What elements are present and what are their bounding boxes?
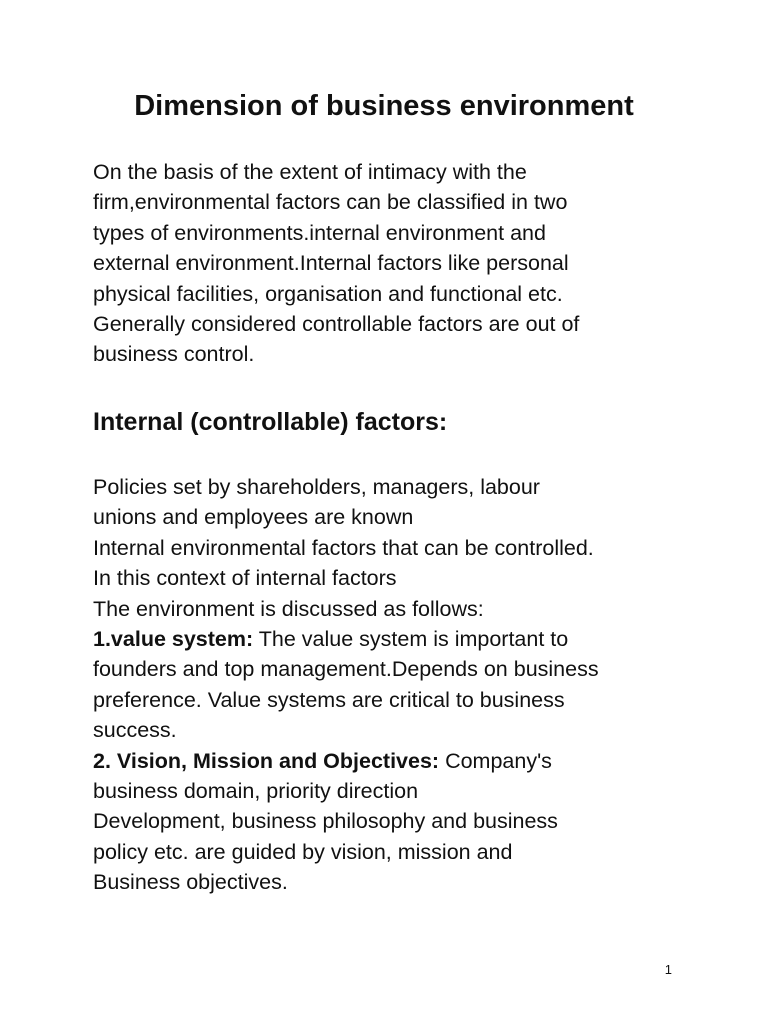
item-text: Company's [439, 748, 552, 773]
page-number: 1 [664, 962, 672, 977]
item-line: success. [93, 718, 177, 743]
section-line: In this context of internal factors [93, 566, 397, 591]
intro-paragraph [93, 157, 683, 370]
item-line: Business objectives. [93, 870, 288, 895]
section-line: The environment is discussed as follows: [93, 596, 484, 621]
item-line: policy etc. are guided by vision, mission and [93, 839, 513, 864]
section-line: Internal environmental factors that can be controlled. [93, 535, 594, 560]
intro-line: Generally considered controllable factors are out of [93, 312, 580, 337]
section-line: Policies set by shareholders, managers, labour [93, 475, 540, 499]
item-line: preference. Value systems are critical to business [93, 687, 565, 712]
item-text: The value system is important to [253, 627, 569, 652]
intro-line: business control. [93, 342, 255, 367]
item-line: business domain, priority direction [93, 779, 419, 804]
item-vision-mission [93, 746, 683, 776]
item-label: 1.value system: [93, 627, 254, 652]
internal-factors-section [93, 472, 683, 898]
item-label: 2. Vision, Mission and Objectives: [93, 748, 440, 773]
item-value-system [93, 624, 683, 654]
intro-line: types of environments.internal environment and [93, 220, 546, 245]
intro-line: firm,environmental factors can be classified in two [93, 190, 568, 215]
intro-line: On the basis of the extent of intimacy with the [93, 160, 527, 184]
item-line: founders and top management.Depends on business [93, 657, 599, 682]
intro-line: external environment.Internal factors like personal [93, 251, 569, 276]
section-line: unions and employees are known [93, 505, 414, 530]
item-line: Development, business philosophy and business [93, 809, 558, 834]
intro-line: physical facilities, organisation and functional etc. [93, 281, 563, 306]
section-heading: Internal (controllable) factors: [93, 408, 448, 436]
document-title: Dimension of business environment [134, 90, 634, 122]
